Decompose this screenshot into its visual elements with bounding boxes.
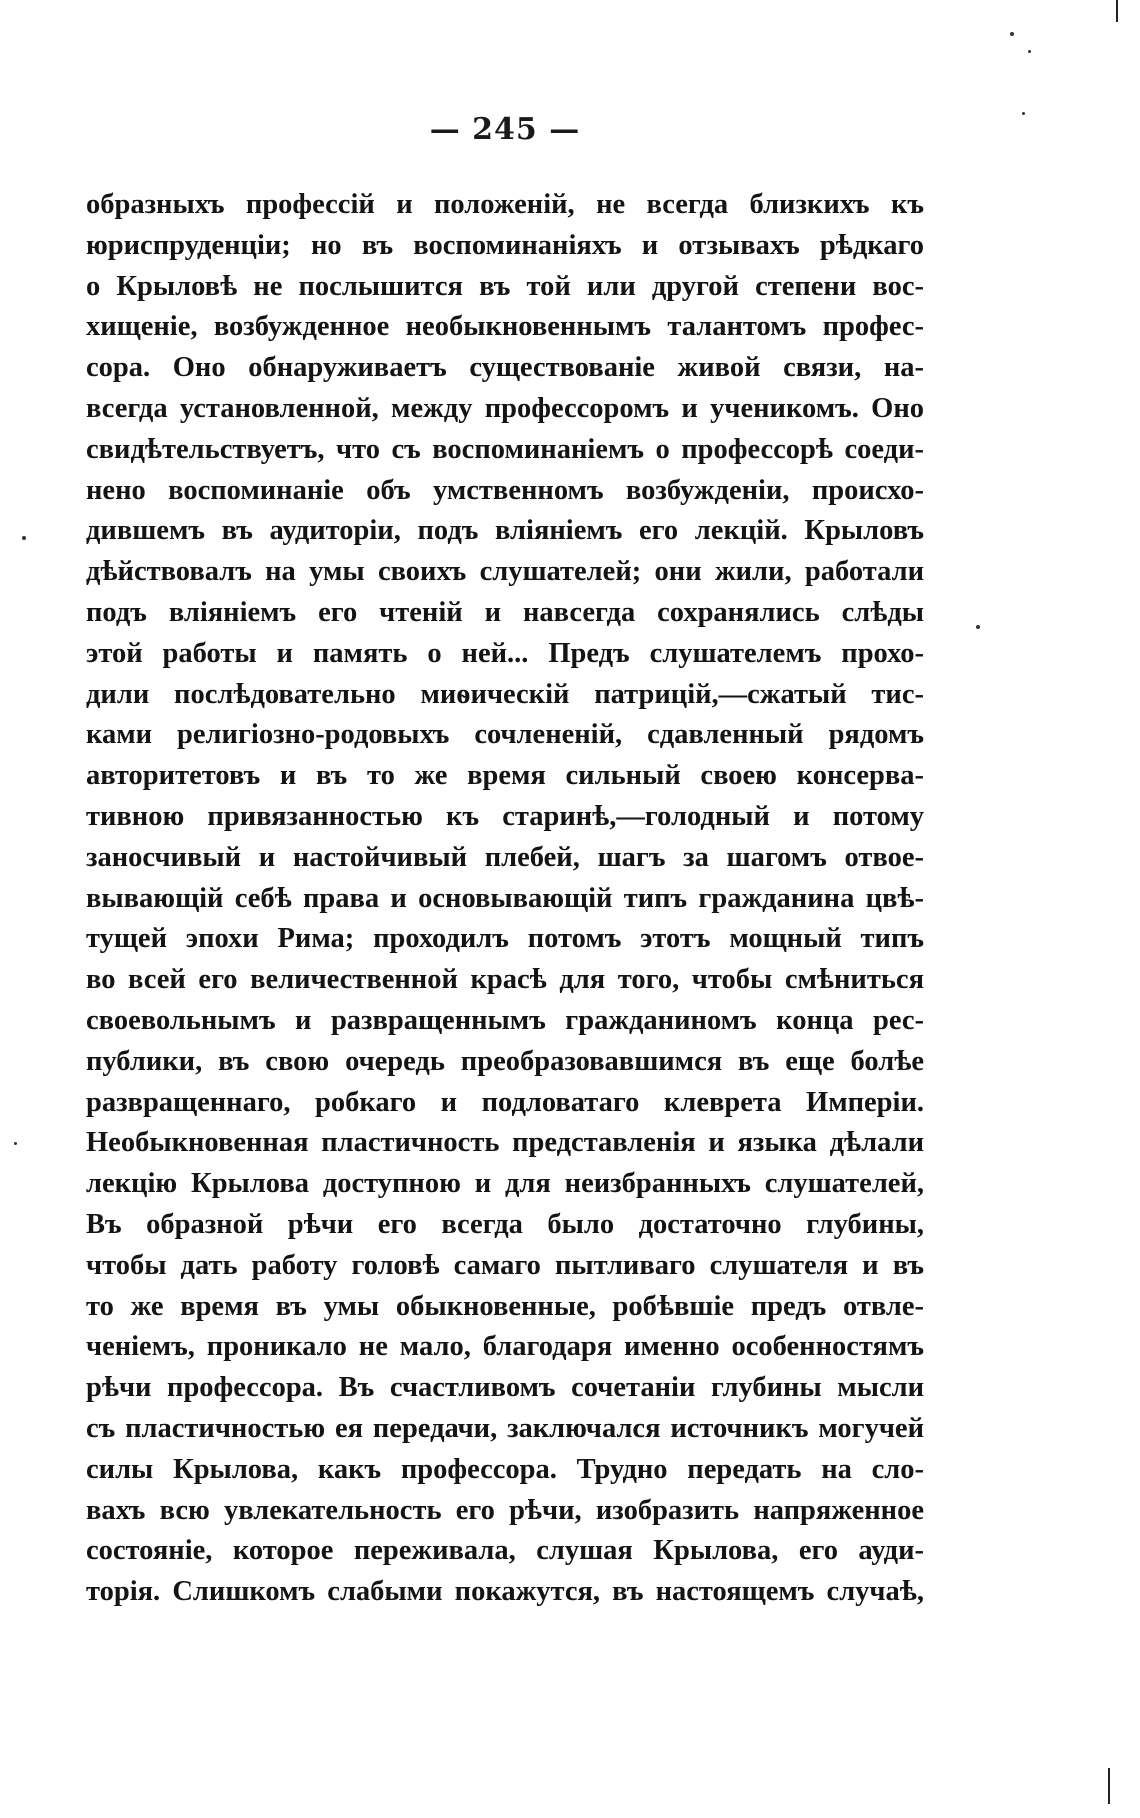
text-line: то же время въ умы обыкновенные, робѣвшіе предъ отвле- bbox=[86, 1290, 924, 1322]
text-line: заносчивый и настойчивый плебей, шагъ за шагомъ отвое- bbox=[86, 841, 924, 873]
text-line: состояніе, которое переживала, слушая Крылова, его ауди- bbox=[86, 1535, 924, 1567]
scan-speck bbox=[1022, 112, 1025, 115]
text-line: образныхъ профессій и положеній, не всегда близкихъ къ bbox=[86, 189, 924, 220]
text-line: юриспруденціи; но въ воспоминаніяхъ и отзывахъ рѣдкаго bbox=[86, 229, 924, 261]
text-line: нено воспоминаніе объ умственномъ возбужденіи, происхо- bbox=[86, 474, 924, 506]
text-line: вахъ всю увлекательность его рѣчи, изобразить напряженное bbox=[86, 1494, 924, 1526]
text-line: тущей эпохи Рима; проходилъ потомъ этотъ мощный типъ bbox=[86, 923, 924, 955]
text-line: ченіемъ, проникало не мало, благодаря именно особенностямъ bbox=[86, 1331, 924, 1363]
scan-speck bbox=[22, 536, 26, 540]
text-line: дившемъ въ аудиторіи, подъ вліяніемъ его лекцій. Крыловъ bbox=[86, 515, 924, 547]
text-line: Необыкновенная пластичность представленія и языка дѣлали bbox=[86, 1127, 924, 1159]
scan-edge-mark bbox=[1108, 1768, 1110, 1804]
text-line: сора. Оно обнаруживаетъ существованіе живой связи, на- bbox=[86, 352, 924, 384]
text-line: хищеніе, возбужденное необыкновеннымъ талантомъ профес- bbox=[86, 311, 924, 343]
page-number: — 245 — bbox=[429, 112, 581, 147]
text-line: дили послѣдовательно миѳическій патрицій,—сжатый тис- bbox=[86, 678, 924, 710]
scan-edge-mark bbox=[1116, 0, 1118, 22]
text-line: публики, въ свою очередь преобразовавшимся въ еще болѣе bbox=[86, 1045, 924, 1077]
scan-speck bbox=[1028, 50, 1031, 53]
text-line: подъ вліяніемъ его чтеній и навсегда сохранялись слѣды bbox=[86, 596, 924, 628]
scan-speck bbox=[1010, 32, 1014, 36]
text-line: вывающій себѣ права и основывающій типъ гражданина цвѣ- bbox=[86, 882, 924, 914]
scan-speck bbox=[976, 625, 980, 629]
text-line: всегда установленной, между профессоромъ и ученикомъ. Оно bbox=[86, 392, 924, 424]
text-line: своевольнымъ и развращеннымъ гражданиномъ конца рес- bbox=[86, 1004, 924, 1036]
text-line: свидѣтельствуетъ, что съ воспоминаніемъ о профессорѣ соеди- bbox=[86, 433, 924, 465]
text-line: тивною привязанностью къ старинѣ,—голодный и потому bbox=[86, 800, 924, 832]
text-line: о Крыловѣ не послышится въ той или другой степени вос- bbox=[86, 270, 924, 302]
text-line: ками религіозно-родовыхъ сочлененій, сдавленный рядомъ bbox=[86, 719, 924, 751]
text-line: лекцію Крылова доступною и для неизбранныхъ слушателей, bbox=[86, 1168, 924, 1200]
text-line: Въ образной рѣчи его всегда было достаточно глубины, bbox=[86, 1208, 924, 1240]
scan-speck bbox=[14, 1142, 17, 1145]
text-line: торія. Слишкомъ слабыми покажутся, въ настоящемъ случаѣ, bbox=[86, 1576, 924, 1608]
text-line: авторитетовъ и въ то же время сильный своею консерва- bbox=[86, 760, 924, 792]
text-line: рѣчи профессора. Въ счастливомъ сочетаніи глубины мысли bbox=[86, 1372, 924, 1404]
text-line: развращеннаго, робкаго и подловатаго клеврета Имперіи. bbox=[86, 1086, 924, 1118]
text-line: чтобы дать работу головѣ самаго пытливаго слушателя и въ bbox=[86, 1249, 924, 1281]
text-line: во всей его величественной красѣ для того, чтобы смѣниться bbox=[86, 964, 924, 996]
text-line: дѣйствовалъ на умы своихъ слушателей; они жили, работали bbox=[86, 556, 924, 588]
text-line: силы Крылова, какъ профессора. Трудно передать на сло- bbox=[86, 1453, 924, 1485]
text-line: съ пластичностью ея передачи, заключался источникъ могучей bbox=[86, 1412, 924, 1444]
text-line: этой работы и память о ней... Предъ слушателемъ прохо- bbox=[86, 637, 924, 669]
body-text bbox=[86, 185, 924, 1613]
